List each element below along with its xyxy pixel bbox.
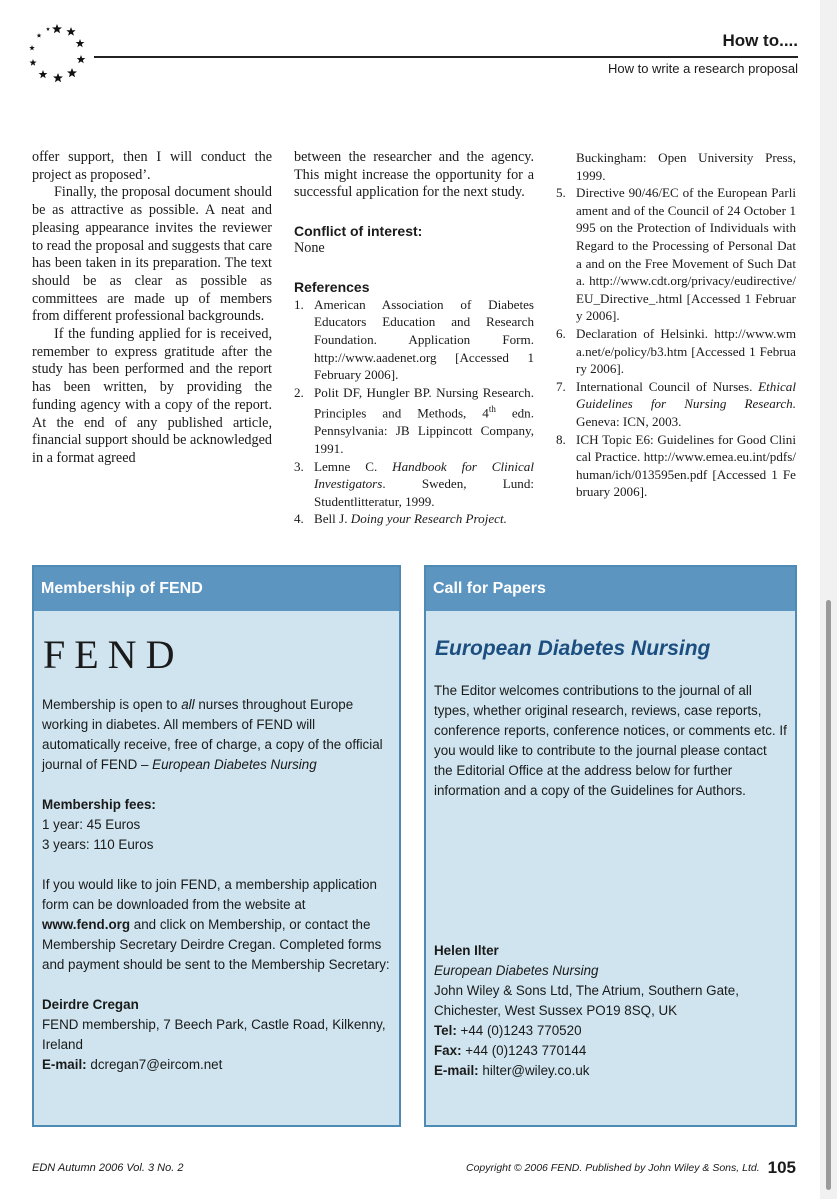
contact-address: FEND membership, 7 Beech Park, Castle Road, Kilkenny, Ireland: [42, 1017, 386, 1052]
editor-tel: Tel: +44 (0)1243 770520: [434, 1023, 582, 1038]
journal-title: European Diabetes Nursing: [435, 637, 711, 660]
call-for-papers-box: [424, 565, 797, 1127]
membership-heading: Membership of FEND: [34, 567, 399, 611]
editor-fax: Fax: +44 (0)1243 770144: [434, 1043, 587, 1058]
reference-item: 7. International Council of Nurses. Ethical Guidelines for Nursing Research. Geneva: ICN, 2003.: [556, 378, 796, 429]
call-body: The Editor welcomes contributions to the journal of all types, whether original research, reviews, case reports, conference reports, conference notices, or comments etc. If you would like to contribute to the journal please contact the Editorial Office at the address below for further information and a copy of the Guidelines for Authors.: [434, 683, 787, 798]
fees-heading: Membership fees:: [42, 797, 156, 812]
email-link[interactable]: dcregan7@eircom.net: [86, 1057, 223, 1072]
contact-name: Deirdre Cregan: [42, 997, 139, 1012]
reference-item: 1. American Association of Diabetes Educators Education and Research Foundation. Application Form. http://www.aadenet.org [Accessed 1 February 2006].: [294, 296, 534, 383]
text-column-2: [294, 149, 534, 528]
footer-copyright: Copyright © 2006 FEND. Published by John Wiley & Sons, Ltd. 105: [466, 1158, 796, 1177]
eu-stars-logo: [26, 22, 88, 84]
page-number: 105: [767, 1158, 796, 1177]
join-text: If you would like to join FEND, a membership application form can be downloaded from the website at www.fend.org and click on Membership, or contact the Membership Secretary Deirdre Cregan. Completed forms and payment should be sent to the Membership Secretary:: [42, 877, 390, 972]
editor-email: E-mail: hilter@wiley.co.uk: [434, 1063, 590, 1078]
conflict-heading: Conflict of interest:: [294, 223, 423, 240]
reference-item: 5. Directive 90/46/EC of the European Parliament and of the Council of 24 October 1995 on the Protection of Individuals with Regard to the Processing of Personal Data and on the Free Movement of Such Data. http://www.cdt.org/privacy/eudirective/EU_Directive_.html [Accessed 1 February 2006].: [556, 185, 796, 324]
contact-email: E-mail: dcregan7@eircom.net: [42, 1057, 223, 1072]
text-column-1: [32, 149, 272, 468]
email-link[interactable]: hilter@wiley.co.uk: [478, 1063, 590, 1078]
fend-website-link[interactable]: www.fend.org: [42, 917, 131, 932]
reference-item: 6. Declaration of Helsinki. http://www.wma.net/e/policy/b3.htm [Accessed 1 February 2006].: [556, 325, 796, 377]
editor-journal: European Diabetes Nursing: [434, 963, 599, 978]
article-title: How to write a research proposal: [607, 61, 798, 76]
reference-item: 8. ICH Topic E6: Guidelines for Good Clinical Practice. http://www.emea.eu.int/pdfs/human/ich/013595en.pdf [Accessed 1 February 2006].: [556, 431, 796, 500]
reference-continuation: Buckingham: Open University Press, 1999.: [576, 150, 796, 183]
fee-1-year: 1 year: 45 Euros: [42, 817, 141, 832]
paragraph: Finally, the proposal document should be as attractive as possible. A neat and pleasing appearance invites the reviewer to read the proposal and suggests that care has been taken in its preparation. The text should be as clear as possible as committees are made up of members from different professional backgrounds.: [32, 184, 272, 325]
footer-issue: EDN Autumn 2006 Vol. 3 No. 2: [32, 1162, 184, 1174]
membership-intro: Membership is open to all nurses throughout Europe working in diabetes. All members of FEND will automatically receive, free of charge, a copy of the official journal of FEND – European Diabetes Nursing: [42, 697, 383, 772]
fend-logo: FEND: [43, 632, 184, 677]
reference-item: 2. Polit DF, Hungler BP. Nursing Research. Principles and Methods, 4th edn. Pennsylvania: JB Lippincott Company, 1991.: [294, 384, 535, 456]
paragraph: offer support, then I will conduct the project as proposed’.: [32, 149, 272, 183]
membership-box: [32, 565, 401, 1127]
header-rule: [94, 56, 798, 58]
call-for-papers-heading: Call for Papers: [426, 567, 795, 611]
reference-item: 4. Bell J. Doing your Research Project.: [294, 511, 507, 527]
editor-address: John Wiley & Sons Ltd, The Atrium, Southern Gate, Chichester, West Sussex PO19 8SQ, UK: [434, 983, 739, 1018]
references-heading: References: [294, 278, 370, 295]
paragraph: between the researcher and the agency. This might increase the opportunity for a successful application for the next study.: [294, 149, 534, 201]
fee-3-years: 3 years: 110 Euros: [42, 837, 154, 852]
editor-name: Helen Ilter: [434, 943, 499, 958]
reference-item: 3. Lemne C. Handbook for Clinical Investigators. Sweden, Lund: Studentlitteratur, 1999.: [294, 458, 534, 509]
text-column-3: [556, 149, 796, 501]
paragraph: If the funding applied for is received, remember to express gratitude after the study has been performed and the report has been written, by providing the funding agency with a copy of the report. At the end of any published article, financial support should be acknowledged in a format agreed: [32, 326, 272, 466]
scrollbar[interactable]: [826, 600, 831, 1190]
section-title: How to....: [722, 31, 798, 50]
conflict-text: None: [294, 240, 325, 257]
